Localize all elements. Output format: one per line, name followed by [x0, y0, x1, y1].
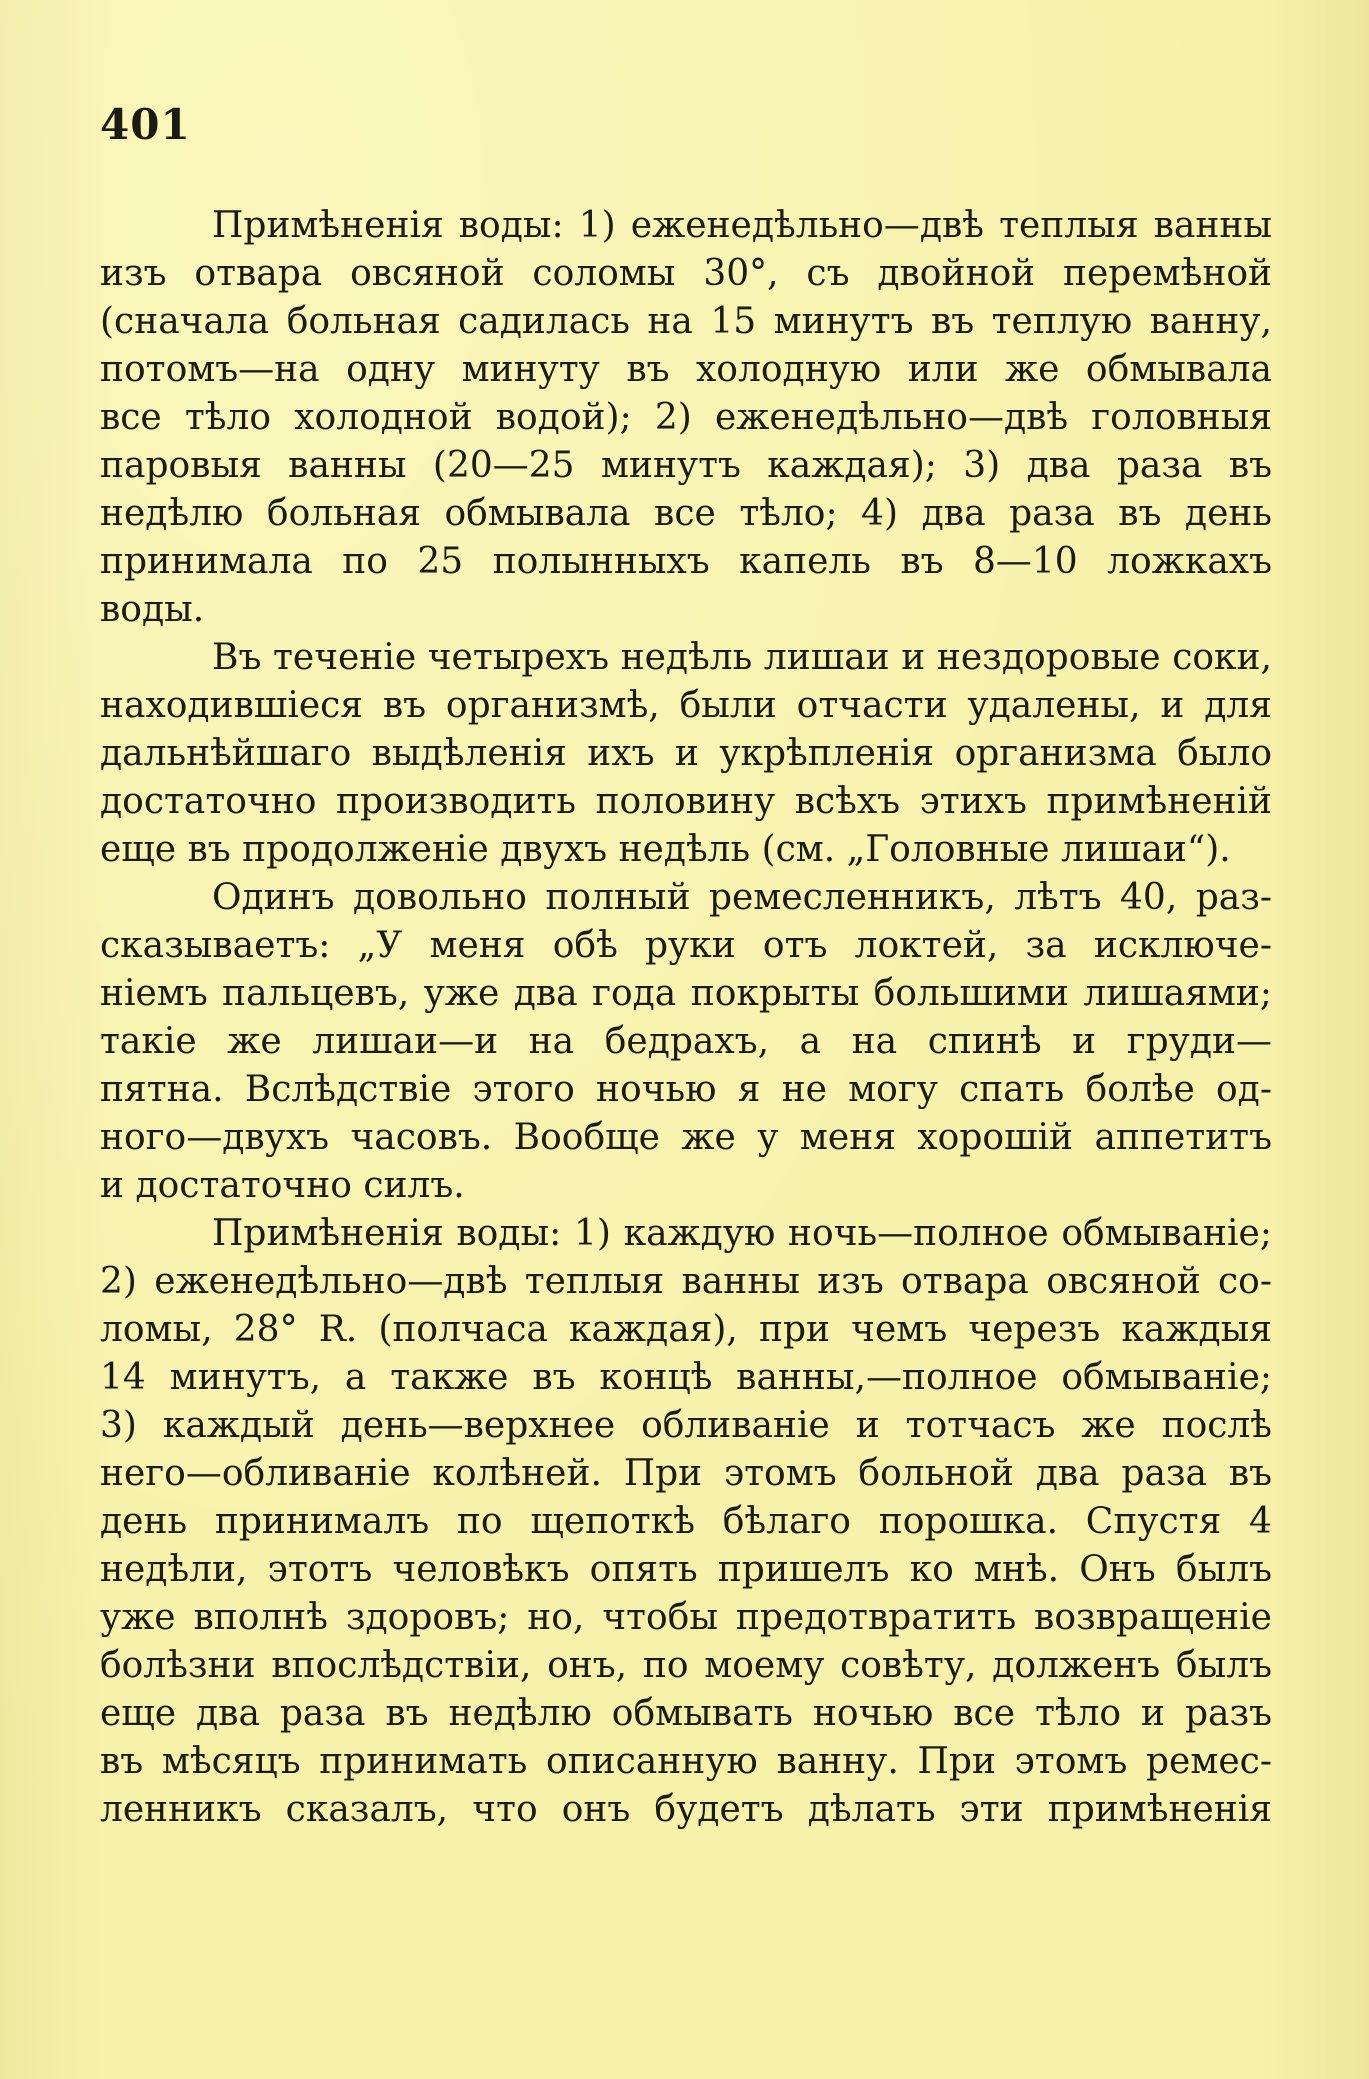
- text-line: Примѣненія воды: 1) еженедѣльно—двѣ теплыя ванны: [212, 205, 1272, 246]
- body-text: [100, 202, 1272, 1834]
- text-line: все тѣло холодной водой); 2) еженедѣльно—двѣ головныя: [100, 397, 1272, 438]
- text-line: изъ отвара овсяной соломы 30°, съ двойной перемѣной: [100, 253, 1272, 294]
- text-line: дальнѣйшаго выдѣленія ихъ и укрѣпленія организма было: [100, 733, 1272, 774]
- text-line: въ мѣсяцъ принимать описанную ванну. При этомъ ремес-: [100, 1741, 1272, 1782]
- text-line: недѣли, этотъ человѣкъ опять пришелъ ко мнѣ. Онъ былъ: [100, 1549, 1272, 1590]
- text-line: 2) еженедѣльно—двѣ теплыя ванны изъ отвара овсяной со-: [100, 1261, 1272, 1302]
- page-number: 401: [100, 100, 191, 149]
- text-line: Примѣненія воды: 1) каждую ночь—полное обмываніе;: [212, 1213, 1272, 1254]
- text-line: ного—двухъ часовъ. Вообще же у меня хорошій аппетитъ: [100, 1117, 1272, 1158]
- text-line: пятна. Вслѣдствіе этого ночью я не могу спать болѣе од-: [100, 1069, 1272, 1110]
- text-line: еще въ продолженіе двухъ недѣль (см. „Головные лишаи“).: [100, 829, 1231, 870]
- text-line: Въ теченіе четырехъ недѣль лишаи и нездоровые соки,: [212, 637, 1272, 678]
- text-line: Одинъ довольно полный ремесленникъ, лѣтъ 40, раз-: [212, 877, 1272, 918]
- text-line: достаточно производить половину всѣхъ этихъ примѣненій: [100, 781, 1272, 822]
- text-line: ломы, 28° R. (полчаса каждая), при чемъ черезъ каждыя: [100, 1309, 1272, 1350]
- text-line: болѣзни впослѣдствіи, онъ, по моему совѣту, долженъ былъ: [100, 1645, 1272, 1686]
- text-line: потомъ—на одну минуту въ холодную или же обмывала: [100, 349, 1272, 390]
- text-line: 14 минутъ, а также въ концѣ ванны,—полное обмываніе;: [100, 1357, 1272, 1398]
- text-line: воды.: [100, 589, 205, 630]
- text-line: уже вполнѣ здоровъ; но, чтобы предотвратить возвращеніе: [100, 1597, 1272, 1638]
- text-line: день принималъ по щепоткѣ бѣлаго порошка. Спустя 4: [100, 1501, 1272, 1542]
- text-line: 3) каждый день—верхнее обливаніе и тотчасъ же послѣ: [100, 1405, 1272, 1446]
- text-line: ленникъ сказалъ, что онъ будетъ дѣлать эти примѣненія: [100, 1789, 1272, 1830]
- text-line: паровыя ванны (20—25 минутъ каждая); 3) два раза въ: [100, 445, 1272, 486]
- text-line: него—обливаніе колѣней. При этомъ больной два раза въ: [100, 1453, 1272, 1494]
- text-line: такіе же лишаи—и на бедрахъ, а на спинѣ и груди—: [100, 1021, 1272, 1062]
- text-line: находившіеся въ организмѣ, были отчасти удалены, и для: [100, 685, 1272, 726]
- text-line: ніемъ пальцевъ, уже два года покрыты большими лишаями;: [100, 973, 1272, 1014]
- text-line: еще два раза въ недѣлю обмывать ночью все тѣло и разъ: [100, 1693, 1272, 1734]
- text-line: и достаточно силъ.: [100, 1165, 465, 1206]
- text-line: принимала по 25 полынныхъ капель въ 8—10 ложкахъ: [100, 541, 1272, 582]
- text-line: недѣлю больная обмывала все тѣло; 4) два раза въ день: [100, 493, 1272, 534]
- text-line: сказываетъ: „У меня обѣ руки отъ локтей, за исключе-: [100, 925, 1272, 966]
- text-line: (сначала больная садилась на 15 минутъ въ теплую ванну,: [100, 301, 1272, 342]
